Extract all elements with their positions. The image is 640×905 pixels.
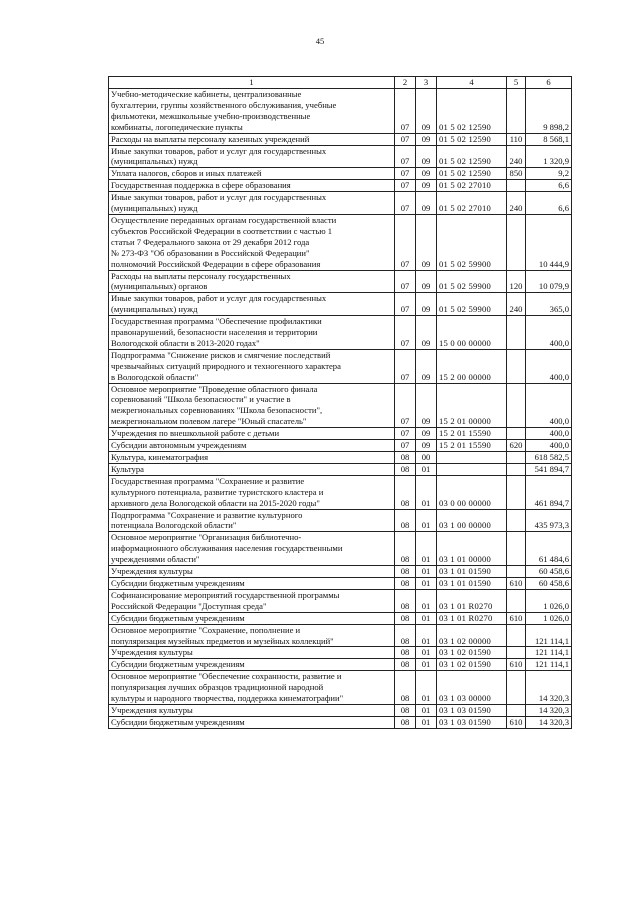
amount: 435 973,3 (526, 509, 572, 532)
table-header-row (109, 77, 572, 89)
expense-type-code (507, 566, 526, 578)
amount: 6,6 (526, 192, 572, 215)
table-row (109, 440, 572, 452)
row-name: Расходы на выплаты персоналу казенных учреждений (109, 133, 395, 145)
target-article-code (437, 452, 507, 464)
section-code: 07 (395, 214, 416, 270)
section-code: 07 (395, 192, 416, 215)
section-code: 07 (395, 428, 416, 440)
section-code: 08 (395, 463, 416, 475)
subsection-code: 09 (416, 349, 437, 383)
row-name: Субсидии автономным учреждениям (109, 440, 395, 452)
expense-type-code (507, 463, 526, 475)
expense-type-code: 240 (507, 145, 526, 168)
subsection-code: 09 (416, 192, 437, 215)
row-name: Государственная программа "Обеспечение профилактики правонарушений, безопасности населения и территории Вологодской области в 2013-2020 годах" (109, 316, 395, 350)
amount: 541 894,7 (526, 463, 572, 475)
table-row (109, 428, 572, 440)
target-article-code: 03 1 01 R0270 (437, 589, 507, 612)
table-row (109, 566, 572, 578)
amount: 400,0 (526, 349, 572, 383)
amount: 8 568,1 (526, 133, 572, 145)
row-name: Субсидии бюджетным учреждениям (109, 716, 395, 728)
amount: 60 458,6 (526, 566, 572, 578)
amount: 9 898,2 (526, 89, 572, 134)
row-name: Основное мероприятие "Сохранение, пополнение и популяризация музейных предметов и музейных коллекций" (109, 624, 395, 647)
expense-type-code (507, 452, 526, 464)
expense-type-code: 850 (507, 168, 526, 180)
column-header: 4 (437, 77, 507, 89)
target-article-code: 01 5 02 27010 (437, 192, 507, 215)
budget-table-body (109, 77, 572, 729)
expense-type-code (507, 671, 526, 705)
row-name: Учреждения культуры (109, 647, 395, 659)
target-article-code: 01 5 02 12590 (437, 145, 507, 168)
subsection-code: 09 (416, 214, 437, 270)
subsection-code: 09 (416, 133, 437, 145)
section-code: 07 (395, 270, 416, 293)
table-row (109, 168, 572, 180)
row-name: Культура, кинематография (109, 452, 395, 464)
target-article-code: 03 0 00 00000 (437, 475, 507, 509)
expense-type-code (507, 316, 526, 350)
expense-type-code: 620 (507, 440, 526, 452)
subsection-code: 09 (416, 383, 437, 428)
row-name: Уплата налогов, сборов и иных платежей (109, 168, 395, 180)
subsection-code: 01 (416, 647, 437, 659)
expense-type-code: 110 (507, 133, 526, 145)
target-article-code: 15 2 01 00000 (437, 383, 507, 428)
expense-type-code (507, 89, 526, 134)
table-row (109, 671, 572, 705)
subsection-code: 01 (416, 463, 437, 475)
column-header: 5 (507, 77, 526, 89)
target-article-code: 03 1 01 R0270 (437, 612, 507, 624)
row-name: Культура (109, 463, 395, 475)
target-article-code: 15 2 00 00000 (437, 349, 507, 383)
table-row (109, 589, 572, 612)
row-name: Иные закупки товаров, работ и услуг для государственных (муниципальных) нужд (109, 293, 395, 316)
target-article-code: 15 2 01 15590 (437, 440, 507, 452)
expense-type-code: 610 (507, 577, 526, 589)
amount: 14 320,3 (526, 716, 572, 728)
row-name: Иные закупки товаров, работ и услуг для государственных (муниципальных) нужд (109, 145, 395, 168)
row-name: Основное мероприятие "Проведение областного финала соревнований "Школа безопасности" и участие в межрегиональных соревнованиях "Школа безопасности", межрегиональном полевом лагере "Юный спасатель" (109, 383, 395, 428)
expense-type-code (507, 349, 526, 383)
amount: 121 114,1 (526, 659, 572, 671)
table-row (109, 659, 572, 671)
subsection-code: 09 (416, 316, 437, 350)
section-code: 07 (395, 349, 416, 383)
section-code: 08 (395, 704, 416, 716)
subsection-code: 09 (416, 270, 437, 293)
column-header: 6 (526, 77, 572, 89)
expense-type-code (507, 475, 526, 509)
section-code: 07 (395, 89, 416, 134)
target-article-code: 03 1 03 01590 (437, 716, 507, 728)
expense-type-code: 240 (507, 293, 526, 316)
target-article-code: 01 5 02 59900 (437, 214, 507, 270)
section-code: 07 (395, 293, 416, 316)
amount: 60 458,6 (526, 577, 572, 589)
expense-type-code (507, 214, 526, 270)
section-code: 08 (395, 647, 416, 659)
subsection-code: 09 (416, 180, 437, 192)
table-row (109, 383, 572, 428)
expense-type-code (507, 509, 526, 532)
target-article-code: 03 1 01 01590 (437, 577, 507, 589)
section-code: 07 (395, 440, 416, 452)
section-code: 07 (395, 316, 416, 350)
page-number: 45 (315, 36, 325, 46)
amount: 121 114,1 (526, 647, 572, 659)
expense-type-code: 610 (507, 716, 526, 728)
amount: 10 444,9 (526, 214, 572, 270)
target-article-code (437, 463, 507, 475)
table-row (109, 270, 572, 293)
target-article-code: 15 0 00 00000 (437, 316, 507, 350)
expense-type-code (507, 704, 526, 716)
expense-type-code: 610 (507, 659, 526, 671)
subsection-code: 01 (416, 612, 437, 624)
subsection-code: 09 (416, 145, 437, 168)
amount: 1 320,9 (526, 145, 572, 168)
row-name: Учебно-методические кабинеты, централизованные бухгалтерии, группы хозяйственного обслуживания, учебные фильмотеки, межшкольные учебно-производственные комбинаты, логопедические пункты (109, 89, 395, 134)
target-article-code: 15 2 01 15590 (437, 428, 507, 440)
row-name: Подпрограмма "Сохранение и развитие культурного потенциала Вологодской области" (109, 509, 395, 532)
subsection-code: 01 (416, 659, 437, 671)
amount: 400,0 (526, 428, 572, 440)
subsection-code: 00 (416, 452, 437, 464)
expense-type-code: 240 (507, 192, 526, 215)
table-row (109, 509, 572, 532)
section-code: 08 (395, 566, 416, 578)
table-row (109, 647, 572, 659)
section-code: 07 (395, 180, 416, 192)
amount: 461 894,7 (526, 475, 572, 509)
subsection-code: 01 (416, 716, 437, 728)
target-article-code: 01 5 02 12590 (437, 89, 507, 134)
section-code: 08 (395, 589, 416, 612)
table-row (109, 349, 572, 383)
table-row (109, 463, 572, 475)
row-name: Учреждения культуры (109, 704, 395, 716)
amount: 1 026,0 (526, 589, 572, 612)
amount: 1 026,0 (526, 612, 572, 624)
expense-type-code (507, 383, 526, 428)
target-article-code: 03 1 02 01590 (437, 659, 507, 671)
section-code: 08 (395, 452, 416, 464)
table-row (109, 180, 572, 192)
target-article-code: 03 1 01 01590 (437, 566, 507, 578)
row-name: Софинансирование мероприятий государственной программы Российской Федерации "Доступная среда" (109, 589, 395, 612)
amount: 14 320,3 (526, 671, 572, 705)
subsection-code: 01 (416, 566, 437, 578)
row-name: Осуществление переданных органам государственной власти субъектов Российской Федерации в соответствии с частью 1 статьи 7 Федерального закона от 29 декабря 2012 года № 273-ФЗ "Об образовании в Российской Федерации" полномочий Российской Федерации в сфере образования (109, 214, 395, 270)
subsection-code: 01 (416, 577, 437, 589)
row-name: Субсидии бюджетным учреждениям (109, 659, 395, 671)
table-row (109, 133, 572, 145)
section-code: 07 (395, 133, 416, 145)
target-article-code: 03 1 01 00000 (437, 532, 507, 566)
subsection-code: 09 (416, 293, 437, 316)
section-code: 08 (395, 716, 416, 728)
table-row (109, 475, 572, 509)
subsection-code: 01 (416, 509, 437, 532)
table-row (109, 316, 572, 350)
subsection-code: 09 (416, 440, 437, 452)
target-article-code: 03 1 02 01590 (437, 647, 507, 659)
subsection-code: 01 (416, 624, 437, 647)
budget-table (108, 76, 572, 729)
amount: 121 114,1 (526, 624, 572, 647)
amount: 6,6 (526, 180, 572, 192)
subsection-code: 01 (416, 704, 437, 716)
section-code: 07 (395, 168, 416, 180)
section-code: 07 (395, 383, 416, 428)
amount: 14 320,3 (526, 704, 572, 716)
target-article-code: 01 5 02 12590 (437, 133, 507, 145)
table-row (109, 624, 572, 647)
amount: 618 582,5 (526, 452, 572, 464)
section-code: 07 (395, 145, 416, 168)
target-article-code: 01 5 02 12590 (437, 168, 507, 180)
table-row (109, 612, 572, 624)
table-row (109, 192, 572, 215)
subsection-code: 09 (416, 89, 437, 134)
row-name: Иные закупки товаров, работ и услуг для государственных (муниципальных) нужд (109, 192, 395, 215)
amount: 365,0 (526, 293, 572, 316)
subsection-code: 01 (416, 475, 437, 509)
expense-type-code: 610 (507, 612, 526, 624)
target-article-code: 03 1 03 00000 (437, 671, 507, 705)
column-header: 2 (395, 77, 416, 89)
table-row (109, 452, 572, 464)
target-article-code: 03 1 02 00000 (437, 624, 507, 647)
table-row (109, 145, 572, 168)
section-code: 08 (395, 671, 416, 705)
row-name: Субсидии бюджетным учреждениям (109, 577, 395, 589)
expense-type-code (507, 532, 526, 566)
amount: 400,0 (526, 383, 572, 428)
subsection-code: 01 (416, 589, 437, 612)
row-name: Учреждения культуры (109, 566, 395, 578)
row-name: Расходы на выплаты персоналу государственных (муниципальных) органов (109, 270, 395, 293)
expense-type-code (507, 428, 526, 440)
subsection-code: 09 (416, 168, 437, 180)
section-code: 08 (395, 509, 416, 532)
target-article-code: 03 1 00 00000 (437, 509, 507, 532)
expense-type-code (507, 647, 526, 659)
target-article-code: 03 1 03 01590 (437, 704, 507, 716)
section-code: 08 (395, 577, 416, 589)
row-name: Основное мероприятие "Обеспечение сохранности, развитие и популяризация лучших образцов традиционной народной культуры и народного творчества, поддержка кинематографии" (109, 671, 395, 705)
column-header: 3 (416, 77, 437, 89)
table-row (109, 577, 572, 589)
expense-type-code (507, 589, 526, 612)
target-article-code: 01 5 02 59900 (437, 270, 507, 293)
column-header: 1 (109, 77, 395, 89)
row-name: Государственная поддержка в сфере образования (109, 180, 395, 192)
target-article-code: 01 5 02 27010 (437, 180, 507, 192)
section-code: 08 (395, 532, 416, 566)
section-code: 08 (395, 624, 416, 647)
table-row (109, 716, 572, 728)
table-row (109, 293, 572, 316)
expense-type-code: 120 (507, 270, 526, 293)
expense-type-code (507, 624, 526, 647)
subsection-code: 09 (416, 428, 437, 440)
target-article-code: 01 5 02 59900 (437, 293, 507, 316)
row-name: Основное мероприятие "Организация библиотечно- информационного обслуживания населения государственными учреждениями области" (109, 532, 395, 566)
row-name: Учреждения по внешкольной работе с детьми (109, 428, 395, 440)
table-row (109, 532, 572, 566)
table-row (109, 214, 572, 270)
subsection-code: 01 (416, 671, 437, 705)
row-name: Государственная программа "Сохранение и развитие культурного потенциала, развитие туристского кластера и архивного дела Вологодской области на 2015-2020 годы" (109, 475, 395, 509)
amount: 400,0 (526, 316, 572, 350)
row-name: Подпрограмма "Снижение рисков и смягчение последствий чрезвычайных ситуаций природного и техногенного характера в Вологодской области" (109, 349, 395, 383)
expense-type-code (507, 180, 526, 192)
table-row (109, 704, 572, 716)
section-code: 08 (395, 475, 416, 509)
amount: 400,0 (526, 440, 572, 452)
amount: 10 079,9 (526, 270, 572, 293)
section-code: 08 (395, 612, 416, 624)
subsection-code: 01 (416, 532, 437, 566)
table-row (109, 89, 572, 134)
row-name: Субсидии бюджетным учреждениям (109, 612, 395, 624)
amount: 61 484,6 (526, 532, 572, 566)
amount: 9,2 (526, 168, 572, 180)
section-code: 08 (395, 659, 416, 671)
